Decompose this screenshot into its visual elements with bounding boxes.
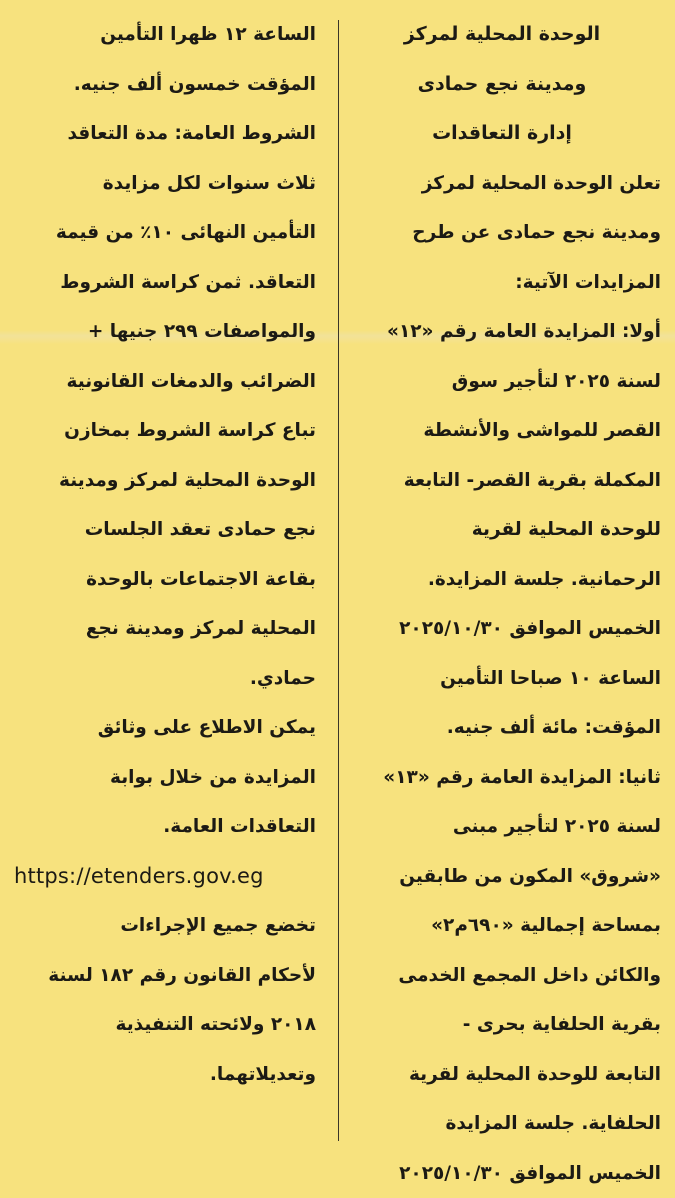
text-line: المزايدة من خلال بوابة (14, 753, 316, 803)
text-line: الشروط العامة: مدة التعاقد (14, 109, 316, 159)
tenders-portal-link[interactable]: https://etenders.gov.eg (14, 852, 316, 902)
heading-line: ومدينة نجع حمادى (343, 60, 661, 110)
text-line: الخميس الموافق ٢٠٢٥/١٠/٣٠ (343, 1149, 661, 1198)
text-line: وتعديلاتهما. (14, 1050, 316, 1100)
text-line: لسنة ٢٠٢٥ لتأجير سوق (343, 357, 661, 407)
text-line: والكائن داخل المجمع الخدمى (343, 951, 661, 1001)
text-line: المكملة بقرية القصر- التابعة (343, 456, 661, 506)
text-line: الرحمانية. جلسة المزايدة. (343, 555, 661, 605)
text-line: أولا: المزايدة العامة رقم «١٢» (343, 307, 661, 357)
text-line: للوحدة المحلية لقرية (343, 505, 661, 555)
text-line: تباع كراسة الشروط بمخازن (14, 406, 316, 456)
text-line: تعلن الوحدة المحلية لمركز (343, 159, 661, 209)
text-line: بمساحة إجمالية «٦٩٠م٢» (343, 901, 661, 951)
text-line: الضرائب والدمغات القانونية (14, 357, 316, 407)
text-line: بقاعة الاجتماعات بالوحدة (14, 555, 316, 605)
text-line: المؤقت خمسون ألف جنيه. (14, 60, 316, 110)
text-line: المحلية لمركز ومدينة نجع (14, 604, 316, 654)
text-line: «شروق» المكون من طابقين (343, 852, 661, 902)
right-column (343, 10, 661, 1171)
text-line: التعاقدات العامة. (14, 802, 316, 852)
text-line: التعاقد. ثمن كراسة الشروط (14, 258, 316, 308)
text-line: المؤقت: مائة ألف جنيه. (343, 703, 661, 753)
text-line: يمكن الاطلاع على وثائق (14, 703, 316, 753)
heading-line: إدارة التعاقدات (343, 109, 661, 159)
text-line: المزايدات الآتية: (343, 258, 661, 308)
column-divider (338, 20, 339, 1141)
heading-line: الوحدة المحلية لمركز (343, 10, 661, 60)
text-line: حمادي. (14, 654, 316, 704)
text-line: ٢٠١٨ ولائحته التنفيذية (14, 1000, 316, 1050)
text-line: الخميس الموافق ٢٠٢٥/١٠/٣٠ (343, 604, 661, 654)
text-line: القصر للمواشى والأنشطة (343, 406, 661, 456)
text-line: الساعة ١٢ ظهرا التأمين (14, 10, 316, 60)
text-line: ومدينة نجع حمادى عن طرح (343, 208, 661, 258)
text-line: الحلفاية. جلسة المزايدة (343, 1099, 661, 1149)
text-line: الوحدة المحلية لمركز ومدينة (14, 456, 316, 506)
text-line: ثلاث سنوات لكل مزايدة (14, 159, 316, 209)
text-line: الساعة ١٠ صباحا التأمين (343, 654, 661, 704)
text-line: نجع حمادى تعقد الجلسات (14, 505, 316, 555)
text-line: بقرية الحلفاية بحرى - (343, 1000, 661, 1050)
text-line: تخضع جميع الإجراءات (14, 901, 316, 951)
text-line: والمواصفات ٢٩٩ جنيها + (14, 307, 316, 357)
left-column (14, 10, 316, 1171)
text-line: التابعة للوحدة المحلية لقرية (343, 1050, 661, 1100)
text-line: لسنة ٢٠٢٥ لتأجير مبنى (343, 802, 661, 852)
text-line: التأمين النهائى ١٠٪ من قيمة (14, 208, 316, 258)
text-line: لأحكام القانون رقم ١٨٢ لسنة (14, 951, 316, 1001)
text-line: ثانيا: المزايدة العامة رقم «١٣» (343, 753, 661, 803)
